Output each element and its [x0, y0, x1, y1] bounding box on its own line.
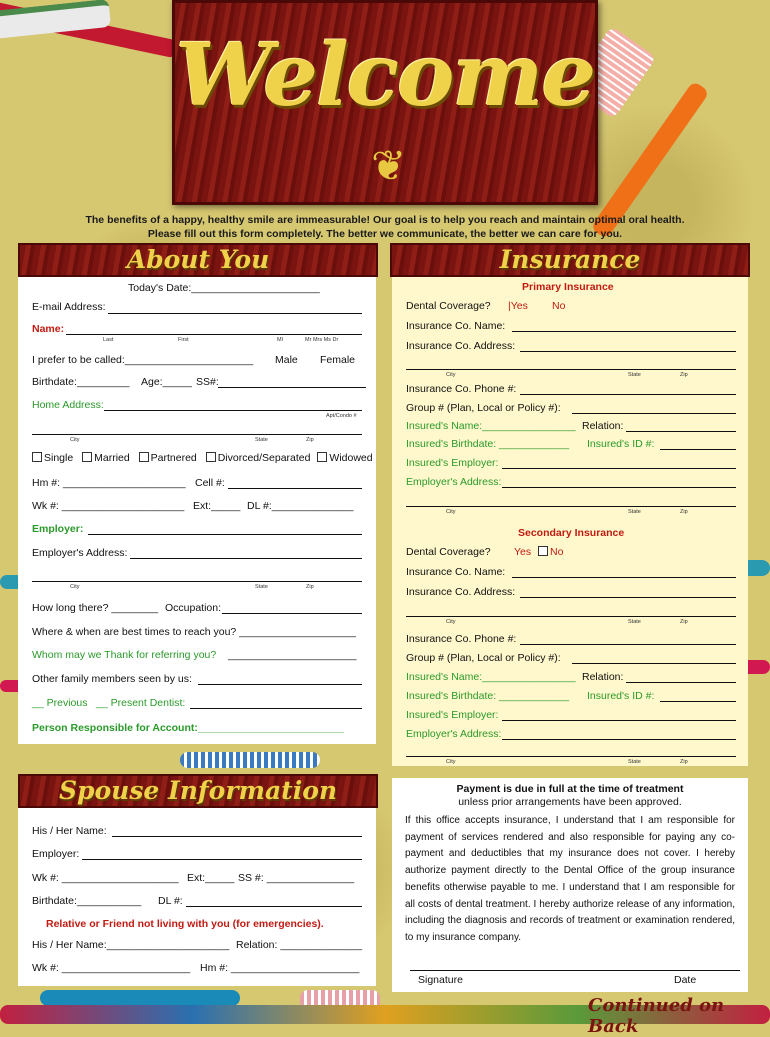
city-sublabel: City: [70, 584, 80, 590]
primary-insured-name-field[interactable]: Insured's Name:________________: [406, 420, 576, 432]
employer-address-label: Employer's Address:: [32, 547, 128, 559]
last-sublabel: Last: [103, 337, 114, 343]
secondary-insured-employer-label: Insured's Employer:: [406, 709, 499, 721]
zip-sublabel: Zip: [680, 509, 688, 515]
primary-insurance-heading: Primary Insurance: [522, 281, 614, 293]
secondary-coverage-no[interactable]: [538, 546, 563, 558]
state-sublabel: State: [255, 437, 268, 443]
secondary-phone-field[interactable]: [520, 644, 736, 645]
home-address-field[interactable]: [104, 410, 362, 411]
spouse-work-phone-field[interactable]: Wk #: ____________________: [32, 872, 179, 884]
ss-field[interactable]: [218, 387, 366, 388]
other-members-label: Other family members seen by us:: [32, 673, 192, 685]
secondary-co-name-field[interactable]: [512, 577, 736, 578]
previous-option[interactable]: __ Previous: [32, 697, 88, 709]
zip-sublabel: Zip: [680, 372, 688, 378]
cell-label: Cell #:: [195, 477, 225, 489]
employer-field[interactable]: [88, 534, 362, 535]
primary-coverage-no[interactable]: No: [552, 300, 566, 312]
signature-label: Signature: [418, 974, 463, 986]
city-sublabel: City: [446, 372, 456, 378]
about-you-title: About You: [126, 245, 270, 274]
occupation-field[interactable]: [222, 613, 362, 614]
ext-field[interactable]: Ext:_____: [193, 500, 241, 512]
married-label: Married: [94, 452, 130, 464]
primary-insured-birthdate-field[interactable]: Insured's Birthdate: ____________: [406, 438, 570, 450]
secondary-phone-label: Insurance Co. Phone #:: [406, 633, 517, 645]
primary-co-address-label: Insurance Co. Address:: [406, 340, 516, 352]
secondary-co-address-field[interactable]: [520, 597, 736, 598]
widowed-label: Widowed: [329, 452, 373, 464]
secondary-relation-field[interactable]: [626, 682, 736, 683]
referral-label: Whom may we Thank for referring you?: [32, 649, 217, 661]
single-label: Single: [44, 452, 74, 464]
occupation-label: Occupation:: [165, 602, 222, 614]
primary-relation-label: Relation:: [582, 420, 624, 432]
male-option[interactable]: Male: [275, 354, 298, 366]
spouse-ss-field[interactable]: SS #: _______________: [238, 872, 355, 884]
no-label: No: [550, 546, 564, 558]
secondary-insured-name-field[interactable]: Insured's Name:________________: [406, 671, 576, 683]
single-checkbox[interactable]: [32, 452, 73, 464]
divorced-label: Divorced/Separated: [217, 452, 311, 464]
secondary-insurance-heading: Secondary Insurance: [518, 527, 625, 539]
partnered-label: Partnered: [150, 452, 197, 464]
yes-label: Yes: [510, 300, 528, 312]
state-sublabel: State: [628, 509, 641, 515]
apt-sublabel: Apt/Condo #: [326, 413, 357, 419]
zip-sublabel: Zip: [680, 759, 688, 765]
primary-relation-field[interactable]: [626, 431, 736, 432]
other-members-field[interactable]: [198, 684, 362, 685]
primary-city-field[interactable]: [406, 369, 736, 370]
ss-label: SS#:: [196, 376, 219, 388]
emergency-name-field[interactable]: His / Her Name:_____________________: [32, 939, 230, 951]
name-label: Name:: [32, 323, 65, 335]
state-sublabel: State: [255, 584, 268, 590]
city-sublabel: City: [446, 759, 456, 765]
primary-insured-employer-field[interactable]: [502, 468, 736, 469]
present-dentist-option[interactable]: __ Present Dentist:: [96, 697, 186, 709]
secondary-coverage-yes[interactable]: Yes: [514, 546, 532, 558]
emergency-contact-heading: Relative or Friend not living with you (for emergencies).: [46, 918, 324, 930]
about-you-header: [18, 243, 378, 277]
marital-status-group: [32, 452, 373, 464]
best-times-field[interactable]: Where & when are best times to reach you? ____________________: [32, 626, 356, 638]
checkbox-icon: [32, 452, 42, 462]
secondary-group-label: Group # (Plan, Local or Policy #):: [406, 652, 561, 664]
insurance-header: [390, 243, 750, 277]
zip-sublabel: Zip: [306, 437, 314, 443]
present-dentist-label: Present Dentist:: [110, 697, 186, 709]
secondary-co-address-label: Insurance Co. Address:: [406, 586, 516, 598]
secondary-employer-address-field[interactable]: [502, 739, 736, 740]
payment-subtitle: unless prior arrangements have been approved.: [458, 796, 682, 808]
toothbrush-decoration: [40, 990, 240, 1006]
referral-field[interactable]: ______________________: [228, 649, 357, 661]
mi-sublabel: MI: [277, 337, 284, 343]
spouse-employer-label: Employer:: [32, 848, 80, 860]
state-sublabel: State: [628, 372, 641, 378]
dl-field[interactable]: DL #:______________: [247, 500, 354, 512]
checkbox-icon: [139, 452, 149, 462]
signature-line[interactable]: [410, 970, 740, 971]
spouse-employer-field[interactable]: [82, 859, 362, 860]
secondary-insured-birthdate-field[interactable]: Insured's Birthdate: ____________: [406, 690, 570, 702]
emergency-home-phone-field[interactable]: Hm #: ______________________: [200, 962, 360, 974]
preferred-name-field[interactable]: I prefer to be called:______________________: [32, 354, 254, 366]
date-label: Date: [674, 974, 697, 986]
zip-sublabel: Zip: [680, 619, 688, 625]
primary-co-name-field[interactable]: [512, 331, 736, 332]
secondary-insured-employer-field[interactable]: [502, 720, 736, 721]
intro-text: [40, 213, 730, 241]
widowed-checkbox[interactable]: [317, 452, 372, 464]
emergency-relation-field[interactable]: Relation: ______________: [236, 939, 363, 951]
toothbrush-decoration: [180, 752, 320, 768]
city-sublabel: City: [446, 619, 456, 625]
age-field[interactable]: Age:_____: [141, 376, 192, 388]
secondary-insured-id-field[interactable]: [660, 701, 736, 702]
divorced-checkbox[interactable]: [206, 452, 311, 464]
spouse-name-field[interactable]: [112, 836, 362, 837]
primary-coverage-label: Dental Coverage?: [406, 300, 491, 312]
titles-sublabel: Mr Mrs Ms Dr: [305, 337, 339, 343]
welcome-plaque: [172, 0, 598, 205]
female-option[interactable]: Female: [320, 354, 356, 366]
secondary-city-field[interactable]: [406, 616, 736, 617]
home-phone-field[interactable]: Hm #: _____________________: [32, 477, 186, 489]
partnered-checkbox[interactable]: [139, 452, 197, 464]
home-city-field[interactable]: [32, 434, 362, 435]
primary-group-label: Group # (Plan, Local or Policy #):: [406, 402, 561, 414]
checkbox-icon: [317, 452, 327, 462]
previous-label: Previous: [46, 697, 88, 709]
primary-coverage-yes[interactable]: |Yes: [508, 300, 528, 312]
checkbox-icon: [538, 546, 548, 556]
primary-insured-id-field[interactable]: [660, 449, 736, 450]
secondary-relation-label: Relation:: [582, 671, 624, 683]
city-sublabel: City: [70, 437, 80, 443]
how-long-field[interactable]: How long there? ________: [32, 602, 159, 614]
married-checkbox[interactable]: [82, 452, 130, 464]
spouse-header: [18, 774, 378, 808]
intro-line-2: Please fill out this form completely. The better we communicate, the better we can care for you.: [147, 228, 623, 240]
secondary-employer-address-label: Employer's Address:: [406, 728, 502, 740]
checkbox-icon: [82, 452, 92, 462]
primary-co-name-label: Insurance Co. Name:: [406, 320, 506, 332]
city-sublabel: City: [446, 509, 456, 515]
primary-insured-id-label: Insured's ID #:: [587, 438, 655, 450]
primary-employer-city-field[interactable]: [406, 506, 736, 507]
first-sublabel: First: [178, 337, 189, 343]
intro-line-1: The benefits of a happy, healthy smile are immeasurable! Our goal is to help you reach and maintain optimal oral health.: [85, 214, 685, 226]
checkbox-icon: [206, 452, 216, 462]
employer-city-field[interactable]: [32, 581, 362, 582]
zip-sublabel: Zip: [306, 584, 314, 590]
primary-co-address-field[interactable]: [520, 351, 736, 352]
payment-title: Payment is due in full at the time of treatment: [456, 783, 684, 795]
state-sublabel: State: [628, 619, 641, 625]
spouse-ext-field[interactable]: Ext:_____: [187, 872, 235, 884]
spouse-name-label: His / Her Name:: [32, 825, 107, 837]
cell-field[interactable]: [228, 488, 362, 489]
emergency-work-phone-field[interactable]: Wk #: ______________________: [32, 962, 191, 974]
secondary-insured-id-label: Insured's ID #:: [587, 690, 655, 702]
email-field[interactable]: [108, 313, 362, 314]
secondary-coverage-label: Dental Coverage?: [406, 546, 491, 558]
secondary-co-name-label: Insurance Co. Name:: [406, 566, 506, 578]
responsible-account-field[interactable]: Person Responsible for Account:_________________________: [32, 722, 344, 734]
continued-on-back: Continued on Back: [588, 995, 725, 1037]
primary-employer-address-label: Employer's Address:: [406, 476, 502, 488]
email-label: E-mail Address:: [32, 301, 106, 313]
spouse-birthdate-field[interactable]: Birthdate:___________: [32, 895, 142, 907]
spouse-title: Spouse Information: [58, 776, 338, 805]
work-phone-field[interactable]: Wk #: _____________________: [32, 500, 185, 512]
spouse-dl-field[interactable]: [186, 906, 362, 907]
primary-phone-label: Insurance Co. Phone #:: [406, 383, 517, 395]
employer-address-field[interactable]: [130, 558, 362, 559]
name-field[interactable]: [66, 334, 362, 335]
welcome-title: Welcome: [175, 25, 595, 126]
secondary-group-field[interactable]: [572, 663, 736, 664]
home-address-label: Home Address:: [32, 399, 104, 411]
dentist-field[interactable]: [190, 708, 362, 709]
secondary-employer-city-field[interactable]: [406, 756, 736, 757]
flourish-icon: ❦: [371, 142, 407, 189]
primary-insured-employer-label: Insured's Employer:: [406, 457, 499, 469]
todays-date-field[interactable]: Today's Date:______________________: [128, 282, 320, 294]
state-sublabel: State: [628, 759, 641, 765]
employer-label: Employer:: [32, 523, 84, 535]
payment-agreement-text: If this office accepts insurance, I understand that I am responsible for payment of services rendered and also responsible for paying any co-payment and deductibles that my insurance does not cover. I hereby authorize payment directly to the Dental Office of the group insurance benefits otherwise payable to me. I understand that I am responsible for all costs of dental treatment. I hereby authorize release of any information, including the diagnosis and records of treatment or examination rendered, to my insurance company.: [405, 815, 735, 943]
spouse-dl-label: DL #:: [158, 895, 183, 907]
birthdate-field[interactable]: Birthdate:_________: [32, 376, 130, 388]
primary-employer-address-field[interactable]: [502, 487, 736, 488]
primary-phone-field[interactable]: [520, 394, 736, 395]
primary-group-field[interactable]: [572, 413, 736, 414]
insurance-title: Insurance: [499, 245, 641, 274]
